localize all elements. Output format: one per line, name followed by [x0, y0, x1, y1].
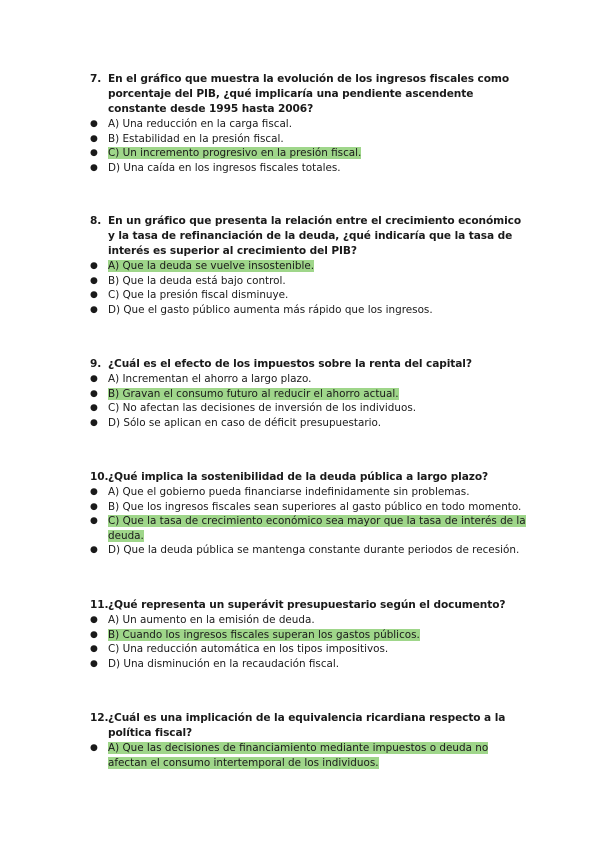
bullet-icon: ● [90, 658, 98, 669]
bullet-icon: ● [90, 417, 98, 428]
bullet-icon: ● [90, 162, 98, 173]
answer-option [90, 117, 530, 132]
question-title [90, 72, 530, 117]
highlighted-answer-text: A) Que la deuda se vuelve insostenible. [108, 260, 315, 272]
question-title [90, 711, 530, 741]
bullet-icon: ● [90, 374, 98, 384]
answer-list [90, 613, 530, 671]
answer-option [90, 416, 530, 431]
question-title [90, 357, 530, 372]
answer-option-correct [90, 259, 530, 274]
answer-option-correct [90, 741, 530, 770]
answer-text: B) Que la deuda está bajo control. [108, 274, 286, 287]
answer-text: C) No afectan las decisiones de inversión de los individuos. [108, 402, 417, 415]
answer-text: A) Una reducción en la carga fiscal. [108, 118, 293, 130]
answer-text: D) Que el gasto público aumenta más rápido que los ingresos. [108, 303, 433, 316]
answer-option [90, 401, 530, 416]
highlighted-answer-text: C) Que la tasa de crecimiento económico sea mayor que la tasa de interés de la deuda. [108, 515, 526, 542]
answer-option-correct [90, 387, 530, 402]
bullet-icon: ● [90, 304, 98, 315]
highlighted-answer-text: B) Cuando los ingresos fiscales superan los gastos públicos. [108, 628, 420, 641]
answer-list [90, 485, 530, 558]
bullet-icon: ● [90, 743, 98, 753]
answer-option [90, 642, 530, 657]
answer-option-correct [90, 146, 530, 161]
answer-list [90, 372, 530, 430]
answer-text: A) Que el gobierno pueda financiarse indefinidamente sin problemas. [108, 486, 470, 498]
answer-text: D) Sólo se aplican en caso de déficit presupuestario. [108, 416, 382, 429]
question-number: 9. [90, 358, 102, 370]
question-text: ¿Qué representa un superávit presupuestario según el documento? [108, 599, 506, 611]
answer-option [90, 613, 530, 628]
bullet-icon: ● [90, 388, 98, 399]
bullet-icon: ● [90, 403, 98, 414]
answer-text: C) Una reducción automática en los tipos impositivos. [108, 643, 389, 656]
answer-option [90, 303, 530, 318]
answer-option [90, 372, 530, 387]
question-number: 12. [90, 712, 109, 724]
question-text: ¿Qué implica la sostenibilidad de la deuda pública a largo plazo? [108, 471, 489, 483]
answer-option [90, 274, 530, 289]
question-12 [90, 711, 530, 770]
bullet-icon: ● [90, 615, 98, 625]
question-7 [90, 72, 530, 175]
answer-text: A) Un aumento en la emisión de deuda. [108, 614, 315, 626]
answer-text: A) Incrementan el ahorro a largo plazo. [108, 373, 312, 385]
bullet-icon: ● [90, 501, 98, 512]
answer-option [90, 288, 530, 303]
highlighted-answer-text: C) Un incremento progresivo en la presión fiscal. [108, 147, 362, 160]
answer-list [90, 259, 530, 317]
bullet-icon: ● [90, 148, 98, 159]
answer-list [90, 741, 530, 770]
bullet-icon: ● [90, 487, 98, 497]
answer-text: B) Estabilidad en la presión fiscal. [108, 132, 284, 145]
question-8 [90, 214, 530, 317]
answer-option [90, 657, 530, 672]
answer-option [90, 132, 530, 147]
answer-text: D) Una caída en los ingresos fiscales totales. [108, 161, 341, 174]
question-number: 8. [90, 215, 102, 227]
question-number: 7. [90, 73, 102, 85]
highlighted-answer-text: A) Que las decisiones de financiamiento mediante impuestos o deuda no afectan el consumo intertemporal de los individuos. [108, 742, 489, 769]
question-text: En el gráfico que muestra la evolución de los ingresos fiscales como porcentaje del PIB, ¿qué implicaría una pendiente ascendente constante desde 1995 hasta 2006? [108, 73, 509, 115]
answer-list [90, 117, 530, 175]
answer-text: C) Que la presión fiscal disminuye. [108, 289, 289, 302]
bullet-icon: ● [90, 545, 98, 556]
answer-text: D) Que la deuda pública se mantenga constante durante periodos de recesión. [108, 544, 520, 557]
bullet-icon: ● [90, 261, 98, 271]
bullet-icon: ● [90, 133, 98, 144]
question-number: 11. [90, 599, 109, 611]
answer-option [90, 543, 530, 558]
bullet-icon: ● [90, 644, 98, 655]
question-text: ¿Cuál es una implicación de la equivalencia ricardiana respecto a la política fiscal? [108, 712, 506, 739]
bullet-icon: ● [90, 290, 98, 301]
answer-option [90, 485, 530, 500]
highlighted-answer-text: B) Gravan el consumo futuro al reducir el ahorro actual. [108, 387, 399, 400]
question-title [90, 598, 530, 613]
answer-option-correct [90, 628, 530, 643]
question-number: 10. [90, 471, 109, 483]
question-text: En un gráfico que presenta la relación entre el crecimiento económico y la tasa de refinanciación de la deuda, ¿qué indicaría que la tasa de interés es superior al crecimiento del PIB? [108, 215, 521, 257]
bullet-icon: ● [90, 119, 98, 129]
bullet-icon: ● [90, 629, 98, 640]
question-text: ¿Cuál es el efecto de los impuestos sobre la renta del capital? [108, 358, 472, 370]
bullet-icon: ● [90, 275, 98, 286]
answer-text: D) Una disminución en la recaudación fiscal. [108, 657, 340, 670]
answer-option [90, 161, 530, 176]
question-title [90, 214, 530, 259]
question-10 [90, 470, 530, 558]
answer-text: B) Que los ingresos fiscales sean superiores al gasto público en todo momento. [108, 500, 522, 513]
bullet-icon: ● [90, 516, 98, 527]
question-9 [90, 357, 530, 430]
answer-option [90, 500, 530, 515]
question-11 [90, 598, 530, 671]
answer-option-correct [90, 514, 530, 543]
question-title [90, 470, 530, 485]
